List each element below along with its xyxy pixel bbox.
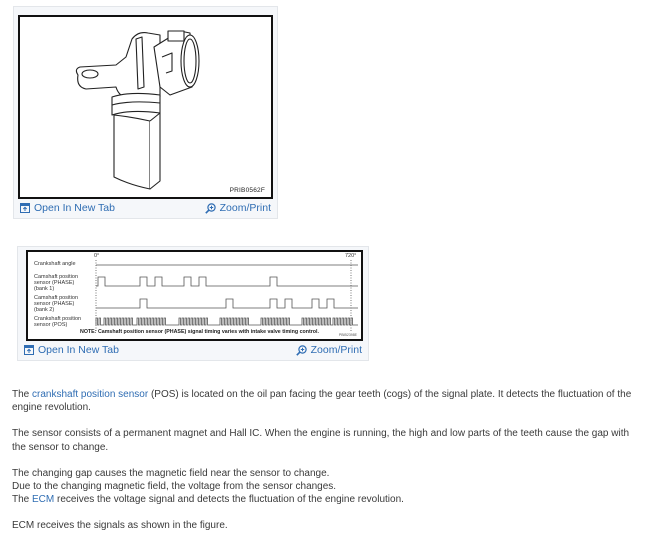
figure-card-sensor [13, 6, 278, 219]
zoom-print-button[interactable] [205, 202, 271, 214]
row-label-phase-bank2: Camshaft position sensor (PHASE) (bank 2) [34, 295, 79, 314]
paragraph-signals: ECM receives the signals as shown in the figure. [12, 520, 228, 532]
zoom-in-icon [296, 345, 307, 356]
open-in-new-tab-label: Open In New Tab [38, 344, 119, 356]
text: The [12, 494, 33, 506]
figure-actions [14, 199, 277, 219]
crankshaft-position-sensor-link[interactable]: crankshaft position sensor [32, 389, 149, 400]
timing-diagram [26, 250, 363, 341]
figure-code: PRIB0562F [229, 187, 265, 194]
zoom-print-label: Zoom/Print [219, 202, 271, 214]
figure-code: PBIB2398E [338, 333, 357, 337]
text: The [12, 389, 33, 400]
sensor-illustration [18, 15, 273, 199]
open-in-new-tab-button[interactable] [20, 202, 115, 214]
tick-end: 720° [345, 253, 357, 259]
zoom-in-icon [205, 203, 216, 214]
open-in-new-tab-button[interactable] [24, 344, 119, 356]
row-label-pos: Crankshaft position sensor (POS) [34, 316, 82, 329]
text: The changing gap causes the magnetic field near the sensor to change. [12, 467, 330, 479]
zoom-print-button[interactable] [296, 344, 362, 356]
diagram-note: NOTE: Camshaft position sensor (PHASE) signal timing varies with intake valve timing control. [80, 329, 319, 335]
timing-waveforms [28, 252, 361, 339]
paragraph-construction: The sensor consists of a permanent magnet and Hall IC. When the engine is running, the high and low parts of the teeth cause the gap with the sensor to change. [12, 428, 630, 453]
text: (POS) is located on the oil pan facing the gear teeth (cogs) of the signal plate. It detects the fluctuation of the engine revolution. [12, 389, 632, 414]
text: Due to the changing magnetic field, the voltage from the sensor changes. [12, 481, 337, 493]
row-label-crank-angle: Crankshaft angle [34, 261, 76, 267]
row-label-phase-bank1: Camshaft position sensor (PHASE) (bank 1) [34, 274, 79, 293]
ecm-link[interactable]: ECM [32, 494, 55, 506]
figure-card-timing [17, 246, 369, 361]
article-body [12, 388, 642, 533]
open-in-new-tab-label: Open In New Tab [34, 202, 115, 214]
tick-start: 0° [94, 253, 100, 259]
open-tab-icon [20, 203, 30, 213]
open-tab-icon [24, 345, 34, 355]
paragraph-operation [12, 467, 642, 507]
crankshaft-sensor-drawing [20, 17, 271, 197]
paragraph-location [12, 388, 642, 414]
text: receives the voltage signal and detects the fluctuation of the engine revolution. [54, 494, 404, 506]
zoom-print-label: Zoom/Print [310, 344, 362, 356]
figure-actions [18, 341, 368, 361]
